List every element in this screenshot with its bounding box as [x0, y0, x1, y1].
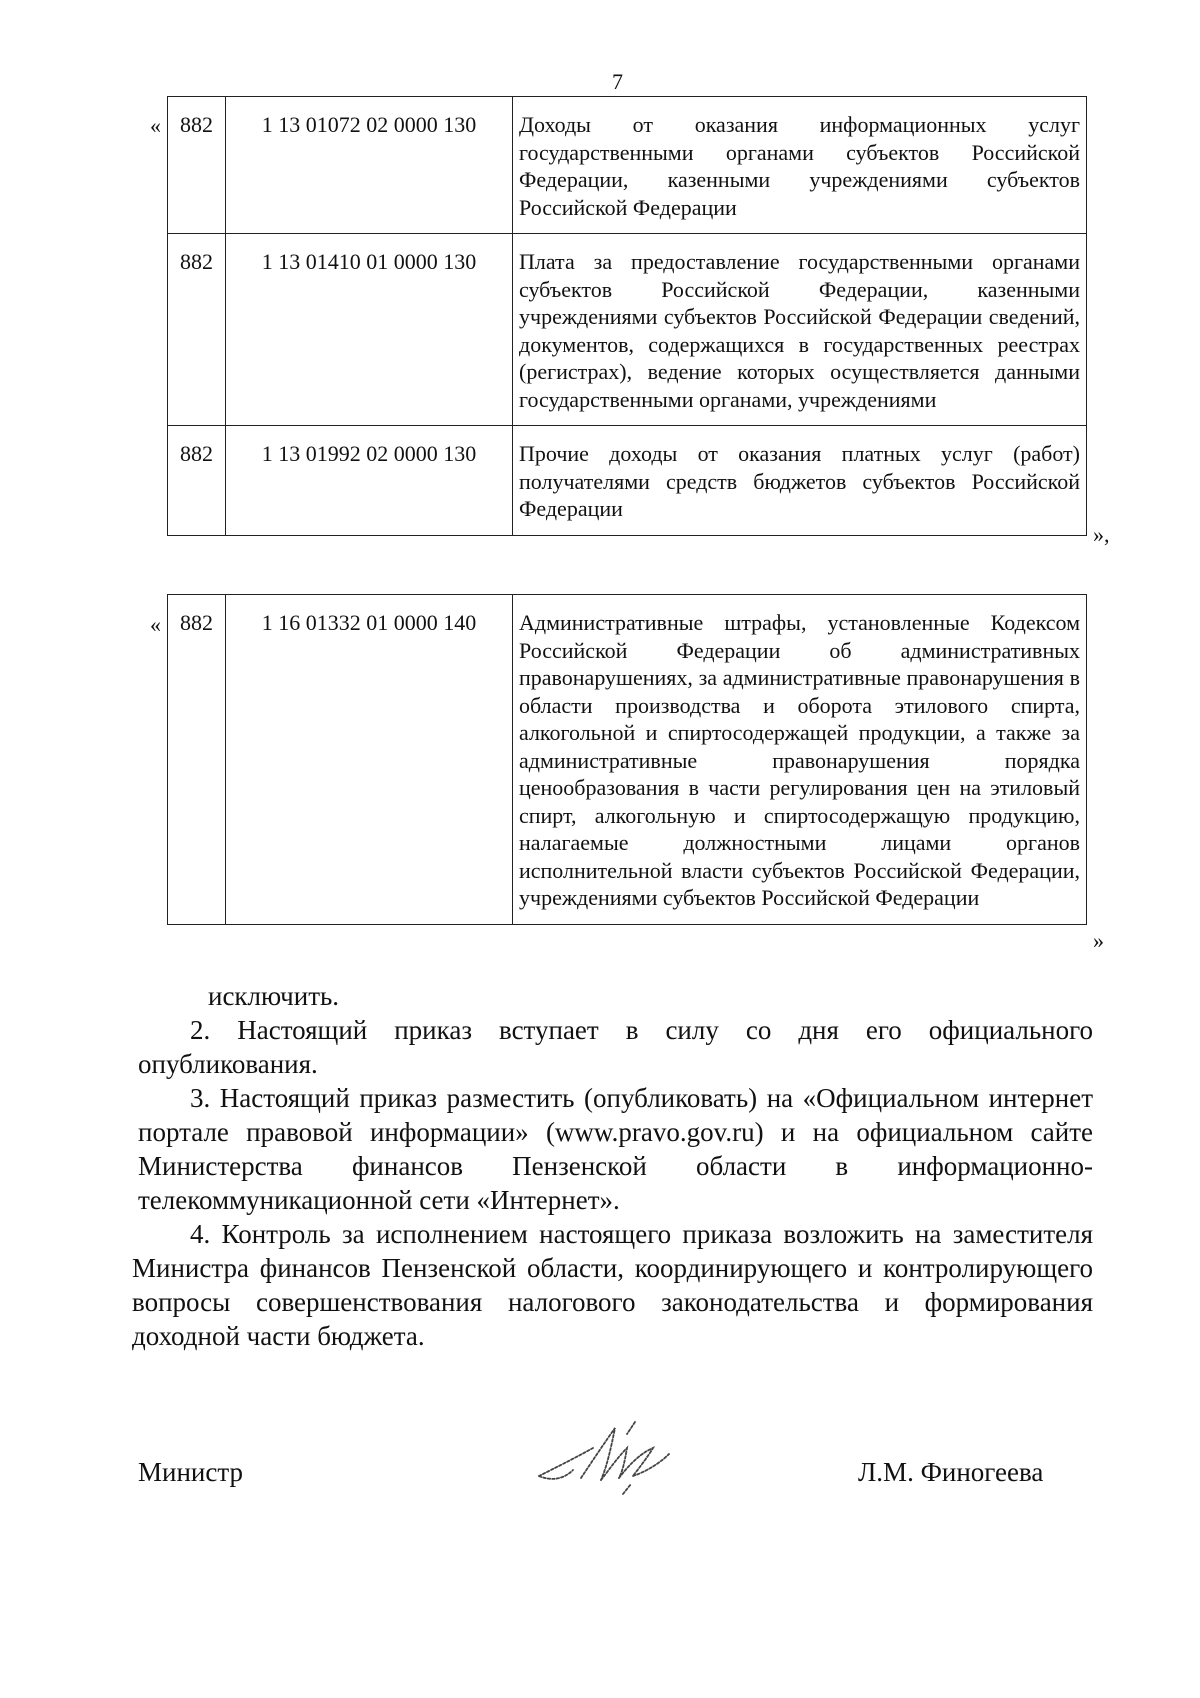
signatory-position: Министр — [138, 1457, 243, 1487]
table-row — [168, 595, 1087, 925]
paragraph-4: 4. Контроль за исполнением настоящего приказа возложить на заместителя Министра финансов Пензенской области, координирующего и контролирующего вопросы совершенствования налогового законодательства и формирования доходной части бюджета. — [132, 1219, 1093, 1351]
paragraph-2: 2. Настоящий приказ вступает в силу со дня его официального опубликования. — [138, 1015, 1093, 1079]
revenue-codes-table-1 — [167, 96, 1087, 536]
table-row — [168, 426, 1087, 536]
table-row — [168, 97, 1087, 234]
paragraph-3: 3. Настоящий приказ разместить (опубликовать) на «Официальном интернет портале правовой информации» (www.pravo.gov.ru) и на официальном сайте Министерства финансов Пензенской области в информационно-телекоммуникационной сети «Интернет». — [138, 1083, 1093, 1215]
kbk-code-cell: 1 13 01992 02 0000 130 — [226, 426, 513, 536]
admin-code-cell: 882 — [168, 234, 226, 426]
page-number: 7 — [612, 69, 623, 94]
kbk-code-cell: 1 13 01410 01 0000 130 — [226, 234, 513, 426]
kbk-code-cell: 1 13 01072 02 0000 130 — [226, 97, 513, 234]
revenue-codes-table-2 — [167, 594, 1087, 925]
description-cell: Административные штрафы, установленные Кодексом Российской Федерации об административных правонарушениях, за административные правонарушения в области производства и оборота этилового спирта, алкогольной и спиртосодержащей продукции, а также за административные правонарушения порядка ценообразования в части регулирования цен на этиловый спирт, алкогольную и спиртосодержащую продукцию, налагаемые должностными лицами органов исполнительной власти субъектов Российской Федерации, учреждениями субъектов Российской Федерации — [513, 595, 1087, 925]
description-cell: Прочие доходы от оказания платных услуг (работ) получателями средств бюджетов субъектов Российской Федерации — [513, 426, 1087, 536]
exclude-text: исключить. — [208, 981, 340, 1011]
table-row — [168, 234, 1087, 426]
admin-code-cell: 882 — [168, 595, 226, 925]
closing-quote: » — [1093, 928, 1104, 953]
opening-quote: « — [150, 612, 161, 637]
opening-quote: « — [150, 113, 161, 138]
description-cell: Доходы от оказания информационных услуг государственными органами субъектов Российской Федерации, казенными учреждениями субъектов Российской Федерации — [513, 97, 1087, 234]
closing-quote-comma: », — [1093, 522, 1110, 547]
admin-code-cell: 882 — [168, 97, 226, 234]
handwritten-signature — [535, 1418, 675, 1506]
signatory-name: Л.М. Финогеева — [858, 1457, 1044, 1487]
kbk-code-cell: 1 16 01332 01 0000 140 — [226, 595, 513, 925]
description-cell: Плата за предоставление государственными органами субъектов Российской Федерации, казенными учреждениями субъектов Российской Федерации сведений, документов, содержащихся в государственных реестрах (регистрах), ведение которых осуществляется данными государственными органами, учреждениями — [513, 234, 1087, 426]
admin-code-cell: 882 — [168, 426, 226, 536]
